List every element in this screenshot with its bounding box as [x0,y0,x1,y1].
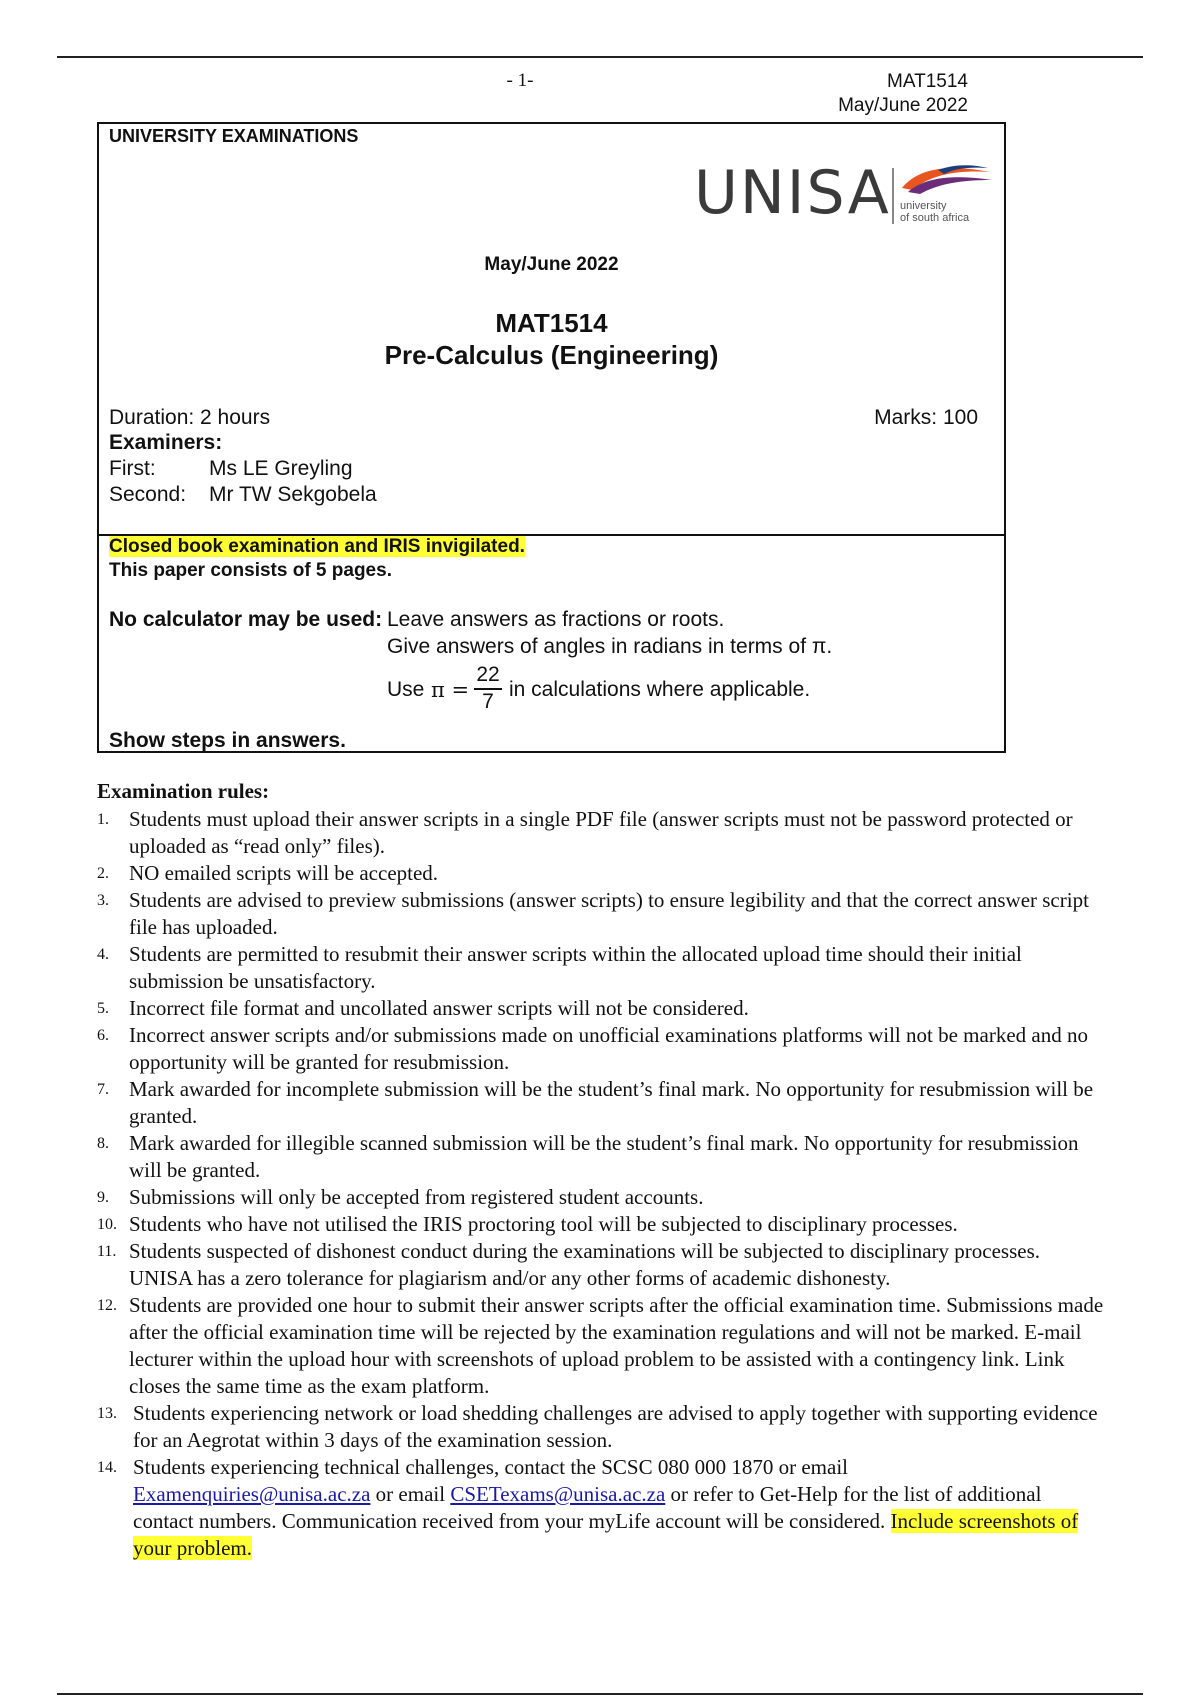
logo-subtitle [900,200,969,224]
top-rule [57,56,1143,58]
rule-text-get-help: or refer to Get-Help for the list of additional contact numbers. Communication received from your myLife account will be considered. [133,1482,1042,1533]
page-number: - 1- [506,70,534,91]
rule-number: 4. [97,946,109,963]
page-count-notice: This paper consists of 5 pages. [109,560,392,581]
rule-number: 9. [97,1189,109,1206]
rule-text: Incorrect file format and uncollated answer scripts will not be considered. [129,996,749,1020]
rule-item [97,941,1107,995]
closed-book-highlight: Closed book examination and IRIS invigilated. [109,536,525,557]
pi-approximation [387,663,887,723]
rule-number: 5. [97,1000,109,1017]
unisa-swoosh-icon [898,164,994,196]
exam-cover-box [97,122,1006,753]
rule-number: 11. [97,1243,117,1260]
rule-text: Students experiencing technical challenges, contact the SCSC 080 000 1870 or email [133,1455,848,1479]
rule-text: Students are advised to preview submissions (answer scripts) to ensure legibility and that the correct answer script file has uploaded. [129,888,1089,939]
rule-text: NO emailed scripts will be accepted. [129,861,439,885]
rule-item [97,1130,1107,1184]
rule-item [97,1238,1107,1292]
exam-duration: Duration: 2 hours [109,406,271,429]
rule-text: Submissions will only be accepted from registered student accounts. [129,1185,704,1209]
csetexams-email-link[interactable]: CSETexams@unisa.ac.za [450,1482,666,1506]
rule-text: Students are permitted to resubmit their answer scripts within the allocated upload time should their initial submission be unsatisfactory. [129,942,1022,993]
rule-item [97,806,1107,860]
examiners-heading: Examiners: [109,431,223,454]
exam-marks: Marks: 100 [874,406,978,429]
calculator-note-fractions: Leave answers as fractions or roots. [387,608,725,631]
bottom-rule [57,1693,1143,1695]
header-session: May/June 2022 [838,95,968,116]
pi-denominator: 7 [482,689,494,713]
pi-use-label: Use [387,678,425,701]
examiner-second-role: Second: [109,483,187,506]
pi-fraction [472,663,504,713]
course-title: Pre-Calculus (Engineering) [384,340,719,370]
rule-text: Mark awarded for incomplete submission will be the student’s final mark. No opportunity for resubmission will be granted. [129,1077,1094,1128]
examiner-first-name: Ms LE Greyling [209,457,353,480]
logo-subtitle-line2: of south africa [900,212,970,224]
examenquiries-email-link[interactable]: Examenquiries@unisa.ac.za [133,1482,371,1506]
rule-item [97,1184,1107,1211]
rule-item [97,1211,1107,1238]
screenshots-highlight: Include screenshots of your problem. [133,1509,1079,1560]
rule-text: Students experiencing network or load shedding challenges are advised to apply together with supporting evidence for an Aegrotat within 3 days of the examination session. [133,1401,1098,1452]
calculator-label: No calculator may be used: [109,608,383,631]
examiner-first-role: First: [109,457,156,480]
rule-text: Students must upload their answer scripts in a single PDF file (answer scripts must not be password protected or uploaded as “read only” files). [129,807,1073,858]
rule-item [97,1076,1107,1130]
rule-number: 8. [97,1135,109,1152]
course-code: MAT1514 [495,308,608,338]
closed-book-notice [109,536,525,558]
rule-number: 3. [97,892,109,909]
show-steps-notice: Show steps in answers. [109,729,346,752]
header-course-info [838,70,968,118]
rule-number: 7. [97,1081,109,1098]
rule-text: Incorrect answer scripts and/or submissions made on unofficial examinations platforms will not be marked and no opportunity will be granted for resubmission. [129,1023,1088,1074]
rules-heading: Examination rules: [97,779,270,803]
rule-number: 6. [97,1027,109,1044]
rule-number: 2. [97,865,109,882]
pi-numerator: 22 [476,663,500,686]
rule-number: 12. [97,1297,117,1314]
rule-item [97,1292,1107,1400]
header-course-code: MAT1514 [887,71,968,92]
pi-symbol: π = [431,678,470,702]
rule-number: 10. [97,1216,117,1233]
logo-wordmark: UNISA [694,158,891,228]
rule-text: Students suspected of dishonest conduct during the examinations will be subjected to disciplinary processes. UNISA has a zero tolerance for plagiarism and/or any other forms of academic dishonesty. [129,1239,1040,1290]
rule-text: Mark awarded for illegible scanned submission will be the student’s final mark. No opportunity for resubmission will be granted. [129,1131,1079,1182]
rules-list [97,806,1107,1562]
rule-item [97,1400,1107,1454]
calculator-note-radians: Give answers of angles in radians in terms of π. [387,635,833,658]
examiner-second-name: Mr TW Sekgobela [209,483,377,506]
unisa-logo [694,156,994,230]
rule-text-or-email: or email [370,1482,451,1506]
examination-rules [97,778,1107,1562]
rule-number: 14. [97,1459,117,1476]
rule-number: 13. [97,1405,117,1422]
rule-text: Students who have not utilised the IRIS proctoring tool will be subjected to disciplinary processes. [129,1212,958,1236]
logo-subtitle-line1: university [900,200,947,212]
rule-item [97,887,1107,941]
rule-item [97,1022,1107,1076]
rule-item [97,860,1107,887]
university-examinations-heading: UNIVERSITY EXAMINATIONS [109,126,359,146]
rule-text: Students are provided one hour to submit their answer scripts after the official examination time. Submissions made after the official examination time will be rejected by the examination regulations and will not be marked. E-mail lecturer within the upload hour with screenshots of upload problem to be assisted with a contingency link. Link closes the same time as the exam platform. [129,1293,1104,1398]
pi-usage-note: in calculations where applicable. [509,678,811,701]
exam-date: May/June 2022 [484,254,619,275]
rule-number: 1. [97,811,109,828]
rule-item [97,995,1107,1022]
rule-item-contact [97,1454,1107,1562]
logo-divider [892,168,894,224]
